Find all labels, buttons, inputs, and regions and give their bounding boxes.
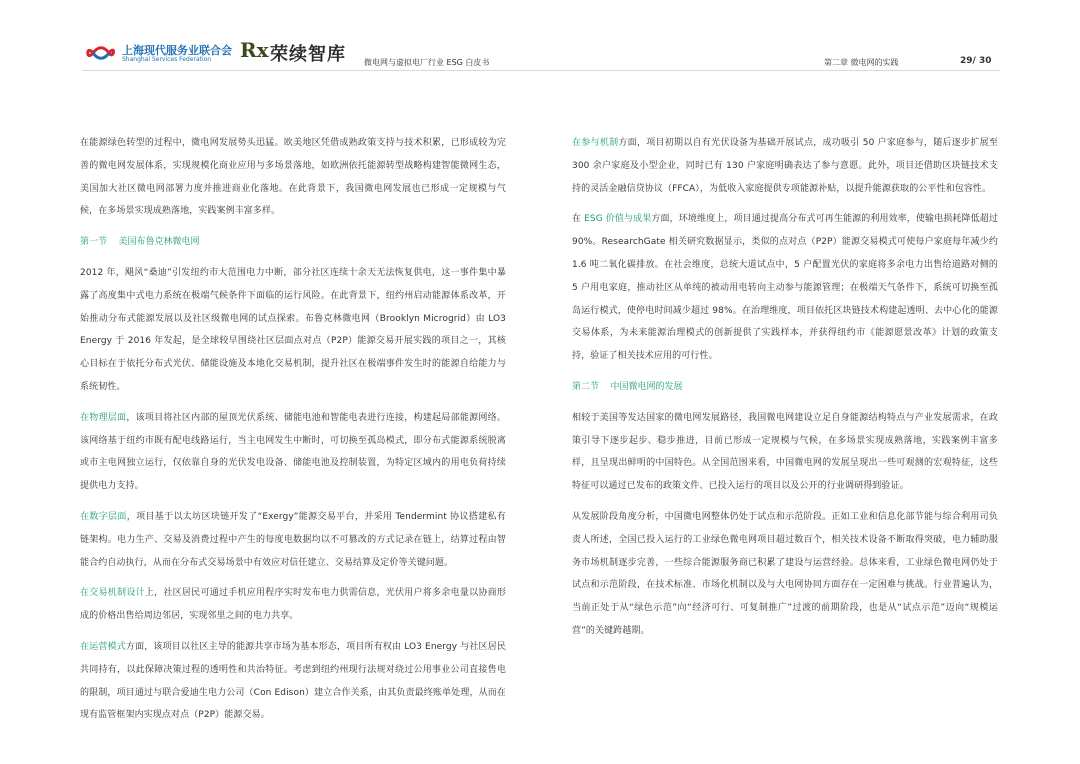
- trading-mechanism-paragraph: [80, 582, 506, 628]
- trading-mechanism-highlight: 在交易机制设计: [80, 588, 145, 599]
- brand-name: 荣续智库: [270, 44, 346, 65]
- esg-value-prefix: 在: [572, 214, 585, 225]
- digital-layer-text: ，项目基于以太坊区块链开发了“Exergy”能源交易平台，并采用 Tendermint 协议搭建私有链架构。电力生产、交易及消费过程中产生的每度电数据均以不可篡改的方式记录在链上，结算过程由智能合约自动执行，从而在分布式交易场景中有效应对信任建立、交易结算及定价等关键问题。: [80, 511, 506, 568]
- physical-layer-text: ，该项目将社区内部的屋顶光伏系统、储能电池和智能电表进行连接，构建起局部能源网络。该网络基于纽约市既有配电线路运行，当主电网发生中断时，可切换至孤岛模式，即分布式能源系统脱离或市主电网独立运行，仅依靠自身的光伏发电设备、储能电池及控制装置，为特定区域内的用电负荷持续提供电力支持。: [80, 412, 506, 492]
- digital-layer-paragraph: [80, 506, 506, 574]
- brand-logo: [240, 38, 350, 66]
- header-divider: [82, 70, 1000, 71]
- page-number: 29/ 30: [960, 56, 992, 66]
- participation-paragraph: [572, 132, 998, 200]
- physical-layer-paragraph: [80, 407, 506, 498]
- esg-value-text: 方面，环境维度上，项目通过提高分布式可再生能源的利用效率，使输电损耗降低超过 90%。ResearchGate 相关研究数据显示，类似的点对点（P2P）能源交易模式可使每户家庭每年减少约 1.6 吨二氧化碳排放。在社会维度，总统大道试点中，5 户配置光伏的家庭将多余电力出售给道路对侧的 5 户用电家庭，推动社区从单纯的被动用电转向主动参与能源管理；在极端天气条件下，系统可切换至孤岛运行模式，使停电时间减少超过 98%。在治理维度，项目依托区块链技术构建起透明、去中心化的能源交易体系，为未来能源治理模式的创新提供了实践样本，并获得纽约市《能源愿景改革》计划的政策支持，验证了相关技术应用的可行性。: [572, 214, 999, 362]
- operation-mode-highlight: 在运营模式: [80, 641, 126, 652]
- esg-value-highlight: ESG 价值与成果: [584, 214, 652, 225]
- brand-mark: Rx: [240, 38, 269, 62]
- page-header: [0, 0, 1080, 76]
- trading-mechanism-text: 上，社区居民可通过手机应用程序实时发布电力供需信息，光伏用户将多余电量以协商形成的价格出售给周边邻居，实现邻里之间的电力共享。: [80, 588, 507, 622]
- org-logo: [84, 40, 232, 66]
- background-paragraph: 2012 年，飓风“桑迪”引发纽约市大范围电力中断，部分社区连续十余天无法恢复供电，这一事件集中暴露了高度集中式电力系统在极端气候条件下面临的运行风险。在此背景下，纽约州启动能源体系改革，开始推动分布式能源发展以及社区级微电网的试点探索。布鲁克林微电网（Brooklyn Microgrid）由 LO3 Energy 于 2016 年发起，是全球较早围绕社区层面点对点（P2P）能源交易开展实践的项目之一，其核心目标在于依托分布式光伏、储能设施及本地化交易机制，提升社区在极端事件发生时的能源自给能力与系统韧性。: [80, 267, 506, 392]
- chapter-title: 第二章 微电网的实践: [824, 58, 899, 67]
- section-heading-2: 第二节 中国微电网的发展: [572, 381, 683, 392]
- section-heading-1: 第一节 美国布鲁克林微电网: [80, 237, 200, 248]
- document-title: 微电网与虚拟电厂行业 ESG 白皮书: [364, 58, 490, 67]
- org-name-en: Shanghai Services Federation: [122, 56, 212, 63]
- esg-value-paragraph: [572, 208, 998, 368]
- org-logo-icon: [84, 40, 118, 66]
- participation-highlight: 在参与机制: [572, 138, 619, 148]
- right-column: [572, 132, 998, 651]
- operation-mode-text: 方面，该项目以社区主导的能源共享市场为基本形态，项目所有权由 LO3 Energy 与社区居民共同持有，以此保障决策过程的透明性和共治特征。考虑到纽约州现行法规对绕过公用事业公司直接售电的限制，项目通过与联合爱迪生电力公司（Con Edison）建立合作关系，由其负责最终账单处理，从而在现有监管框架内实现点对点（P2P）能源交易。: [80, 641, 506, 721]
- operation-mode-paragraph: [80, 636, 506, 727]
- digital-layer-highlight: 在数字层面: [80, 511, 127, 522]
- left-column: [80, 132, 506, 735]
- intro-paragraph: 在能源绿色转型的过程中，微电网发展势头迅猛。欧美地区凭借成熟政策支持与技术积累，已形成较为完善的微电网发展体系，实现规模化商业应用与多场景落地，如欧洲依托能源转型战略构建智能微网生态，美国加大社区微电网部署力度并推进商业化落地。在此背景下，我国微电网发展也已形成一定规模与气候，在多场景实现成熟落地，实践案例丰富多样。: [80, 138, 506, 217]
- participation-text: 方面，项目初期以自有光伏设备为基础开展试点，成功吸引 50 户家庭参与，随后逐步扩展至 300 余户家庭及小型企业，同时已有 130 户家庭明确表达了参与意愿。此外，项目还借助区块链技术支持的灵活金融信贷协议（FFCA），为低收入家庭提供专项能源补贴，以提升能源获取的公平性和包容性。: [572, 138, 998, 194]
- physical-layer-highlight: 在物理层面: [80, 412, 127, 423]
- china-overview-paragraph: 相较于美国等发达国家的微电网发展路径，我国微电网建设立足自身能源结构特点与产业发展需求，在政策引导下逐步起步、稳步推进，目前已形成一定规模与气候，在多场景实现成熟落地，实践案例丰富多样，且呈现出鲜明的中国特色。从全国范围来看，中国微电网的发展呈现出一些可观测的宏观特征，这些特征可以通过已发布的政策文件、已投入运行的项目以及公开的行业调研得到验证。: [572, 412, 998, 492]
- development-stage-paragraph: 从发展阶段角度分析，中国微电网整体仍处于试点和示范阶段。正如工业和信息化部节能与综合利用司负责人所述，全国已投入运行的工业绿色微电网项目超过数百个，相关技术设备不断取得突破，电力辅助服务市场机制逐步完善，一些综合能源服务商已积累了建设与运营经验。总体来看，工业绿色微电网仍处于试点和示范阶段，在技术标准、市场化机制以及与大电网协同方面存在一定困难与挑战。行业普遍认为，当前正处于从“绿色示范”向“经济可行、可复制推广”过渡的前期阶段，也是从“试点示范”迈向“规模运营”的关键跨越期。: [572, 511, 998, 636]
- org-name: 上海现代服务业联合会: [122, 44, 232, 57]
